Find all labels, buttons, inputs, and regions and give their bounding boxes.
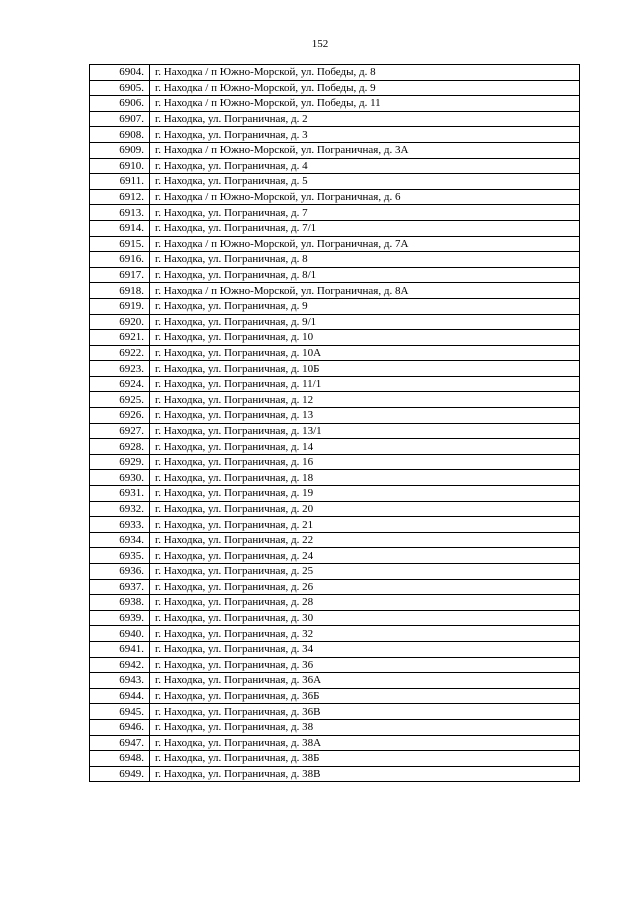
table-row: [90, 595, 580, 611]
row-number: 6921.: [90, 330, 150, 346]
table-row: [90, 579, 580, 595]
table-row: [90, 408, 580, 424]
row-address: г. Находка, ул. Пограничная, д. 28: [150, 595, 580, 611]
table-row: [90, 252, 580, 268]
row-address: г. Находка, ул. Пограничная, д. 22: [150, 532, 580, 548]
row-number: 6918.: [90, 283, 150, 299]
table-row: [90, 298, 580, 314]
row-address: г. Находка, ул. Пограничная, д. 20: [150, 501, 580, 517]
row-address: г. Находка, ул. Пограничная, д. 38: [150, 719, 580, 735]
row-number: 6914.: [90, 220, 150, 236]
row-address: г. Находка, ул. Пограничная, д. 38Б: [150, 751, 580, 767]
row-number: 6936.: [90, 564, 150, 580]
table-row: [90, 220, 580, 236]
row-address: г. Находка, ул. Пограничная, д. 13: [150, 408, 580, 424]
row-number: 6922.: [90, 345, 150, 361]
row-address: г. Находка / п Южно-Морской, ул. Пограничная, д. 3А: [150, 142, 580, 158]
row-number: 6949.: [90, 766, 150, 782]
table-row: [90, 205, 580, 221]
table-row: [90, 548, 580, 564]
row-address: г. Находка, ул. Пограничная, д. 19: [150, 486, 580, 502]
row-number: 6913.: [90, 205, 150, 221]
row-number: 6908.: [90, 127, 150, 143]
row-number: 6948.: [90, 751, 150, 767]
row-number: 6907.: [90, 111, 150, 127]
row-address: г. Находка, ул. Пограничная, д. 36Б: [150, 688, 580, 704]
table-row: [90, 517, 580, 533]
row-number: 6927.: [90, 423, 150, 439]
table-row: [90, 454, 580, 470]
row-address: г. Находка, ул. Пограничная, д. 32: [150, 626, 580, 642]
row-address: г. Находка / п Южно-Морской, ул. Победы, д. 8: [150, 65, 580, 81]
table-row: [90, 65, 580, 81]
row-address: г. Находка, ул. Пограничная, д. 8/1: [150, 267, 580, 283]
table-row: [90, 735, 580, 751]
table-row: [90, 532, 580, 548]
row-number: 6943.: [90, 673, 150, 689]
row-address: г. Находка, ул. Пограничная, д. 30: [150, 610, 580, 626]
row-number: 6934.: [90, 532, 150, 548]
table-row: [90, 158, 580, 174]
table-row: [90, 96, 580, 112]
address-table: [89, 64, 580, 782]
row-number: 6938.: [90, 595, 150, 611]
row-address: г. Находка, ул. Пограничная, д. 3: [150, 127, 580, 143]
row-address: г. Находка, ул. Пограничная, д. 18: [150, 470, 580, 486]
table-row: [90, 111, 580, 127]
row-number: 6910.: [90, 158, 150, 174]
row-address: г. Находка, ул. Пограничная, д. 11/1: [150, 376, 580, 392]
row-number: 6926.: [90, 408, 150, 424]
table-row: [90, 376, 580, 392]
row-address: г. Находка / п Южно-Морской, ул. Победы, д. 11: [150, 96, 580, 112]
row-address: г. Находка, ул. Пограничная, д. 38В: [150, 766, 580, 782]
row-number: 6946.: [90, 719, 150, 735]
row-address: г. Находка, ул. Пограничная, д. 10: [150, 330, 580, 346]
row-address: г. Находка, ул. Пограничная, д. 36В: [150, 704, 580, 720]
table-row: [90, 236, 580, 252]
row-number: 6932.: [90, 501, 150, 517]
table-row: [90, 142, 580, 158]
table-row: [90, 719, 580, 735]
row-address: г. Находка, ул. Пограничная, д. 5: [150, 174, 580, 190]
row-number: 6930.: [90, 470, 150, 486]
row-address: г. Находка, ул. Пограничная, д. 2: [150, 111, 580, 127]
table-row: [90, 361, 580, 377]
table-row: [90, 439, 580, 455]
row-number: 6941.: [90, 641, 150, 657]
row-number: 6919.: [90, 298, 150, 314]
table-row: [90, 610, 580, 626]
row-number: 6920.: [90, 314, 150, 330]
table-row: [90, 330, 580, 346]
row-address: г. Находка / п Южно-Морской, ул. Пограничная, д. 7А: [150, 236, 580, 252]
row-address: г. Находка / п Южно-Морской, ул. Победы, д. 9: [150, 80, 580, 96]
table-row: [90, 641, 580, 657]
table-row: [90, 626, 580, 642]
table-row: [90, 501, 580, 517]
row-number: 6915.: [90, 236, 150, 252]
row-address: г. Находка, ул. Пограничная, д. 14: [150, 439, 580, 455]
row-number: 6940.: [90, 626, 150, 642]
row-address: г. Находка, ул. Пограничная, д. 34: [150, 641, 580, 657]
row-address: г. Находка, ул. Пограничная, д. 24: [150, 548, 580, 564]
row-number: 6911.: [90, 174, 150, 190]
row-number: 6909.: [90, 142, 150, 158]
row-number: 6928.: [90, 439, 150, 455]
row-address: г. Находка, ул. Пограничная, д. 36А: [150, 673, 580, 689]
row-address: г. Находка, ул. Пограничная, д. 4: [150, 158, 580, 174]
row-number: 6944.: [90, 688, 150, 704]
row-number: 6945.: [90, 704, 150, 720]
row-number: 6912.: [90, 189, 150, 205]
table-row: [90, 189, 580, 205]
table-row: [90, 283, 580, 299]
row-number: 6916.: [90, 252, 150, 268]
table-row: [90, 704, 580, 720]
table-row: [90, 314, 580, 330]
table-row: [90, 174, 580, 190]
table-row: [90, 345, 580, 361]
row-address: г. Находка, ул. Пограничная, д. 16: [150, 454, 580, 470]
row-address: г. Находка, ул. Пограничная, д. 9: [150, 298, 580, 314]
table-row: [90, 392, 580, 408]
row-address: г. Находка, ул. Пограничная, д. 9/1: [150, 314, 580, 330]
row-address: г. Находка, ул. Пограничная, д. 25: [150, 564, 580, 580]
row-number: 6942.: [90, 657, 150, 673]
row-address: г. Находка, ул. Пограничная, д. 8: [150, 252, 580, 268]
row-number: 6906.: [90, 96, 150, 112]
row-address: г. Находка, ул. Пограничная, д. 26: [150, 579, 580, 595]
row-number: 6929.: [90, 454, 150, 470]
row-number: 6917.: [90, 267, 150, 283]
row-address: г. Находка, ул. Пограничная, д. 10Б: [150, 361, 580, 377]
table-row: [90, 423, 580, 439]
row-number: 6925.: [90, 392, 150, 408]
row-number: 6923.: [90, 361, 150, 377]
row-address: г. Находка, ул. Пограничная, д. 38А: [150, 735, 580, 751]
table-row: [90, 766, 580, 782]
row-address: г. Находка, ул. Пограничная, д. 10А: [150, 345, 580, 361]
table-row: [90, 751, 580, 767]
row-address: г. Находка / п Южно-Морской, ул. Пограничная, д. 6: [150, 189, 580, 205]
table-row: [90, 486, 580, 502]
row-address: г. Находка, ул. Пограничная, д. 36: [150, 657, 580, 673]
row-number: 6935.: [90, 548, 150, 564]
table-row: [90, 470, 580, 486]
table-row: [90, 267, 580, 283]
row-number: 6939.: [90, 610, 150, 626]
table-row: [90, 657, 580, 673]
table-row: [90, 127, 580, 143]
row-number: 6924.: [90, 376, 150, 392]
table-body: [90, 65, 580, 782]
row-number: 6947.: [90, 735, 150, 751]
page-number: 152: [311, 38, 329, 50]
table-row: [90, 80, 580, 96]
row-address: г. Находка / п Южно-Морской, ул. Пограничная, д. 8А: [150, 283, 580, 299]
table-row: [90, 688, 580, 704]
table-row: [90, 673, 580, 689]
row-number: 6904.: [90, 65, 150, 81]
row-number: 6931.: [90, 486, 150, 502]
row-number: 6933.: [90, 517, 150, 533]
row-address: г. Находка, ул. Пограничная, д. 12: [150, 392, 580, 408]
row-address: г. Находка, ул. Пограничная, д. 13/1: [150, 423, 580, 439]
row-address: г. Находка, ул. Пограничная, д. 7: [150, 205, 580, 221]
row-address: г. Находка, ул. Пограничная, д. 7/1: [150, 220, 580, 236]
row-number: 6905.: [90, 80, 150, 96]
row-address: г. Находка, ул. Пограничная, д. 21: [150, 517, 580, 533]
row-number: 6937.: [90, 579, 150, 595]
table-row: [90, 564, 580, 580]
